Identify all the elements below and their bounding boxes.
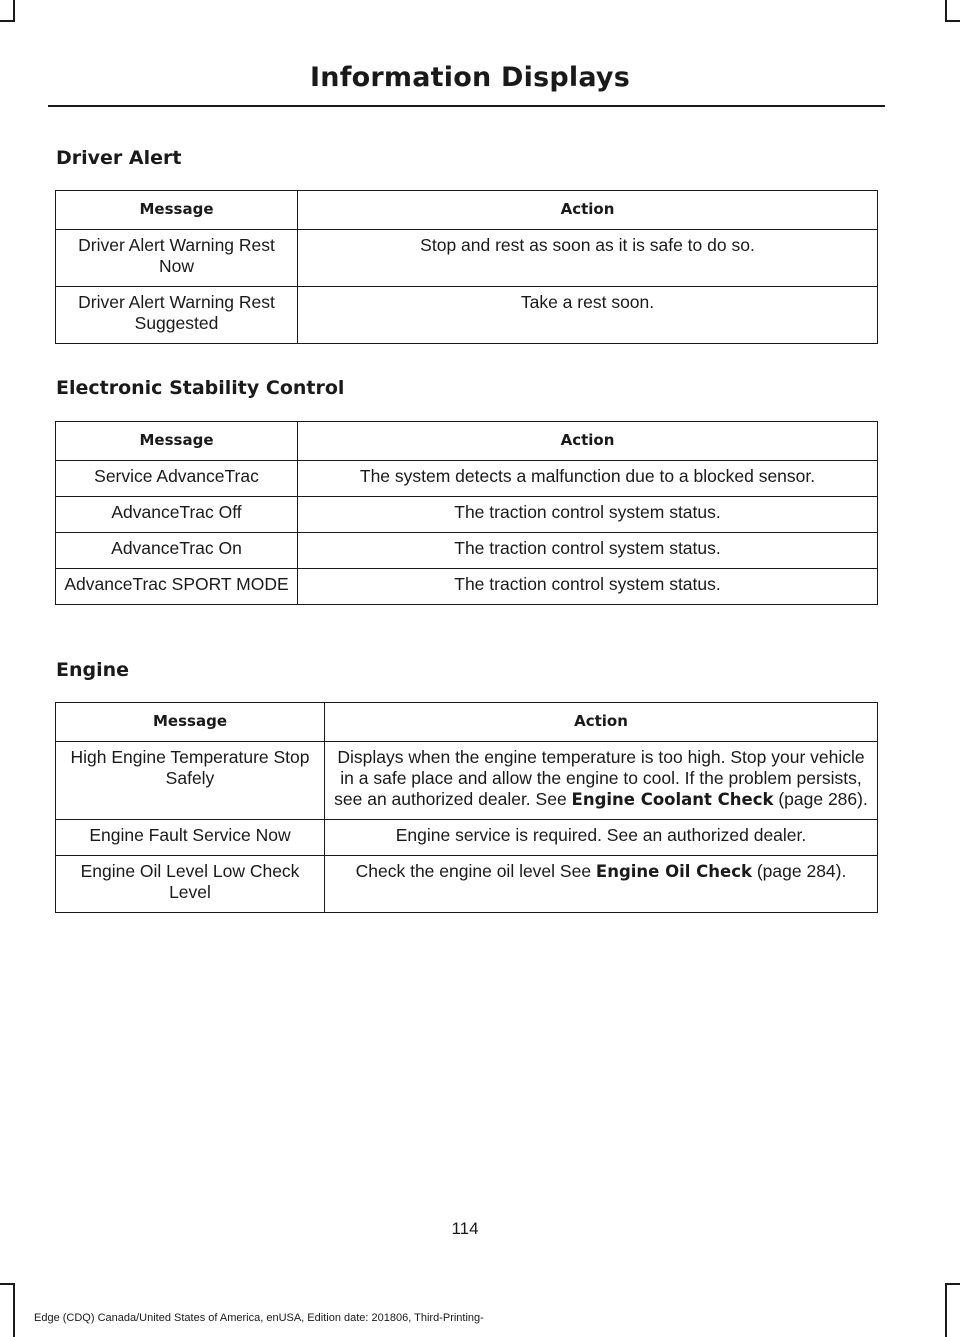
- header-divider: [48, 105, 885, 107]
- action-cell: [325, 742, 878, 820]
- message-cell: Engine Oil Level Low Check Level: [56, 856, 325, 913]
- cross-reference-engine-oil-check: Engine Oil Check: [595, 862, 752, 881]
- crop-mark: [945, 20, 960, 22]
- table-row: [56, 230, 878, 287]
- table-row: [56, 287, 878, 344]
- action-text: Check the engine oil level See: [355, 861, 596, 881]
- action-cell: The system detects a malfunction due to a blocked sensor.: [298, 461, 878, 497]
- page-reference: (page 284).: [751, 861, 847, 881]
- table-header-row: [56, 422, 878, 461]
- table-row: [56, 856, 878, 913]
- action-cell: The traction control system status.: [298, 569, 878, 605]
- table-header-row: [56, 703, 878, 742]
- message-cell: Driver Alert Warning Rest Now: [56, 230, 298, 287]
- crop-mark: [945, 1283, 947, 1337]
- action-cell: Engine service is required. See an authorized dealer.: [325, 820, 878, 856]
- crop-mark: [945, 1283, 960, 1285]
- action-cell: [325, 856, 878, 913]
- section-title-engine: Engine: [56, 659, 130, 681]
- column-header-action: Action: [325, 703, 878, 742]
- table-row: [56, 569, 878, 605]
- crop-mark: [13, 1283, 15, 1337]
- action-cell: The traction control system status.: [298, 533, 878, 569]
- table-header-row: [56, 191, 878, 230]
- message-cell: Engine Fault Service Now: [56, 820, 325, 856]
- table-row: [56, 497, 878, 533]
- section-title-driver-alert: Driver Alert: [56, 147, 182, 169]
- message-cell: Service AdvanceTrac: [56, 461, 298, 497]
- table-row: [56, 461, 878, 497]
- column-header-message: Message: [56, 703, 325, 742]
- message-cell: Driver Alert Warning Rest Suggested: [56, 287, 298, 344]
- crop-mark: [13, 0, 15, 22]
- message-cell: High Engine Temperature Stop Safely: [56, 742, 325, 820]
- page-reference: (page 286).: [773, 789, 868, 809]
- action-cell: The traction control system status.: [298, 497, 878, 533]
- engine-table: [55, 702, 878, 913]
- crop-mark: [0, 1283, 15, 1285]
- driver-alert-table: [55, 190, 878, 344]
- action-cell: Stop and rest as soon as it is safe to do so.: [298, 230, 878, 287]
- page-number: 114: [451, 1219, 479, 1238]
- action-text: Displays when the engine temperature is too high. Stop your vehicle in a safe place and allow the engine to cool. If the problem persists, see an authorized dealer. See: [334, 747, 865, 809]
- message-cell: AdvanceTrac SPORT MODE: [56, 569, 298, 605]
- action-cell: Take a rest soon.: [298, 287, 878, 344]
- crop-mark: [0, 20, 15, 22]
- column-header-action: Action: [298, 191, 878, 230]
- crop-mark: [945, 0, 947, 22]
- electronic-stability-control-table: [55, 421, 878, 605]
- column-header-action: Action: [298, 422, 878, 461]
- table-row: [56, 533, 878, 569]
- table-row: [56, 820, 878, 856]
- section-title-electronic-stability-control: Electronic Stability Control: [56, 377, 345, 399]
- footer-edition-info: Edge (CDQ) Canada/United States of America, enUSA, Edition date: 201806, Third-Printing-: [34, 1312, 484, 1324]
- page-title: Information Displays: [310, 62, 630, 93]
- column-header-message: Message: [56, 422, 298, 461]
- cross-reference-engine-coolant-check: Engine Coolant Check: [571, 790, 774, 809]
- table-row: [56, 742, 878, 820]
- message-cell: AdvanceTrac Off: [56, 497, 298, 533]
- column-header-message: Message: [56, 191, 298, 230]
- message-cell: AdvanceTrac On: [56, 533, 298, 569]
